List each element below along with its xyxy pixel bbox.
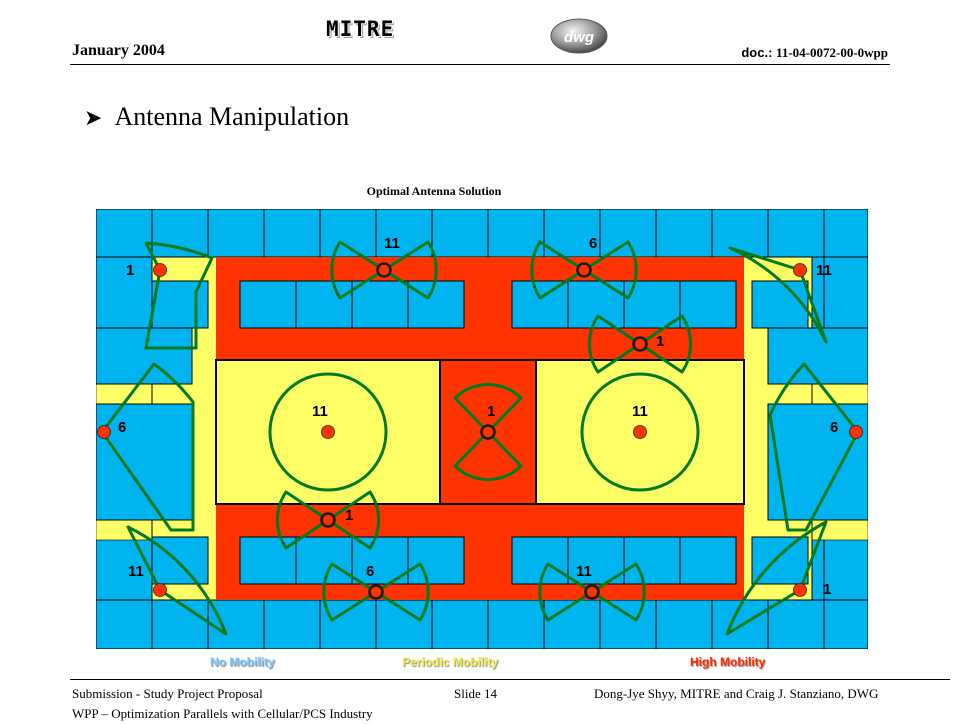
meeting-rooms: [216, 360, 744, 504]
channel-label: 1: [126, 262, 135, 279]
slide-heading: [84, 102, 349, 132]
doc-reference: [660, 45, 888, 61]
channel-label: 6: [366, 563, 375, 580]
access-point-icon: [634, 338, 647, 351]
dwg-logo: [549, 16, 609, 56]
access-point-icon: [634, 426, 647, 439]
footer-rule: [70, 679, 950, 680]
footer-submission: [72, 684, 373, 724]
channel-label: 11: [128, 563, 144, 580]
channel-label: 11: [816, 262, 832, 279]
mitre-logo: MITRE: [326, 17, 395, 41]
access-point-icon: [154, 584, 167, 597]
legend-high-mobility: High Mobility: [690, 655, 766, 669]
channel-label: 11: [632, 403, 648, 420]
access-point-icon: [794, 584, 807, 597]
slide-heading-text: Antenna Manipulation: [114, 102, 350, 131]
channel-label: 6: [830, 419, 839, 436]
channel-label: 11: [312, 403, 328, 420]
access-point-icon: [322, 514, 335, 527]
channel-label: 1: [345, 507, 354, 524]
channel-label: 1: [823, 581, 832, 598]
access-point-icon: [794, 264, 807, 277]
floor-plan-diagram: [96, 209, 868, 649]
channel-label: 6: [118, 419, 127, 436]
access-point-icon: [378, 264, 391, 277]
channel-label: 6: [589, 235, 598, 252]
footer-line-2: WPP – Optimization Parallels with Cellular/PCS Industry: [72, 706, 373, 721]
channel-label: 11: [576, 563, 592, 580]
arrowhead-bullet-icon: ➤: [84, 105, 103, 130]
footer-line-1: Submission - Study Project Proposal: [72, 686, 263, 701]
header-date: January 2004: [72, 42, 165, 59]
footer-authors: Dong-Jye Shyy, MITRE and Craig J. Stanziano, DWG: [594, 686, 879, 701]
access-point-icon: [322, 426, 335, 439]
channel-label: 1: [656, 333, 665, 350]
slide-number: Slide 14: [454, 686, 497, 701]
access-point-icon: [850, 426, 863, 439]
channel-label: 11: [384, 235, 400, 252]
access-point-icon: [586, 586, 599, 599]
dwg-logo-text: dwg: [564, 29, 594, 46]
access-point-icon: [154, 264, 167, 277]
access-point-icon: [98, 426, 111, 439]
access-point-icon: [578, 264, 591, 277]
figure-title: Optimal Antenna Solution: [366, 184, 502, 198]
access-point-icon: [370, 586, 383, 599]
doc-number: 11-04-0072-00-0wpp: [776, 45, 888, 60]
channel-label: 1: [487, 403, 496, 420]
doc-label: doc.:: [741, 45, 773, 60]
legend-no-mobility: No Mobility: [210, 655, 275, 669]
header-rule: [70, 64, 890, 65]
access-point-icon: [482, 426, 495, 439]
legend-periodic-mobility: Periodic Mobility: [402, 655, 499, 669]
